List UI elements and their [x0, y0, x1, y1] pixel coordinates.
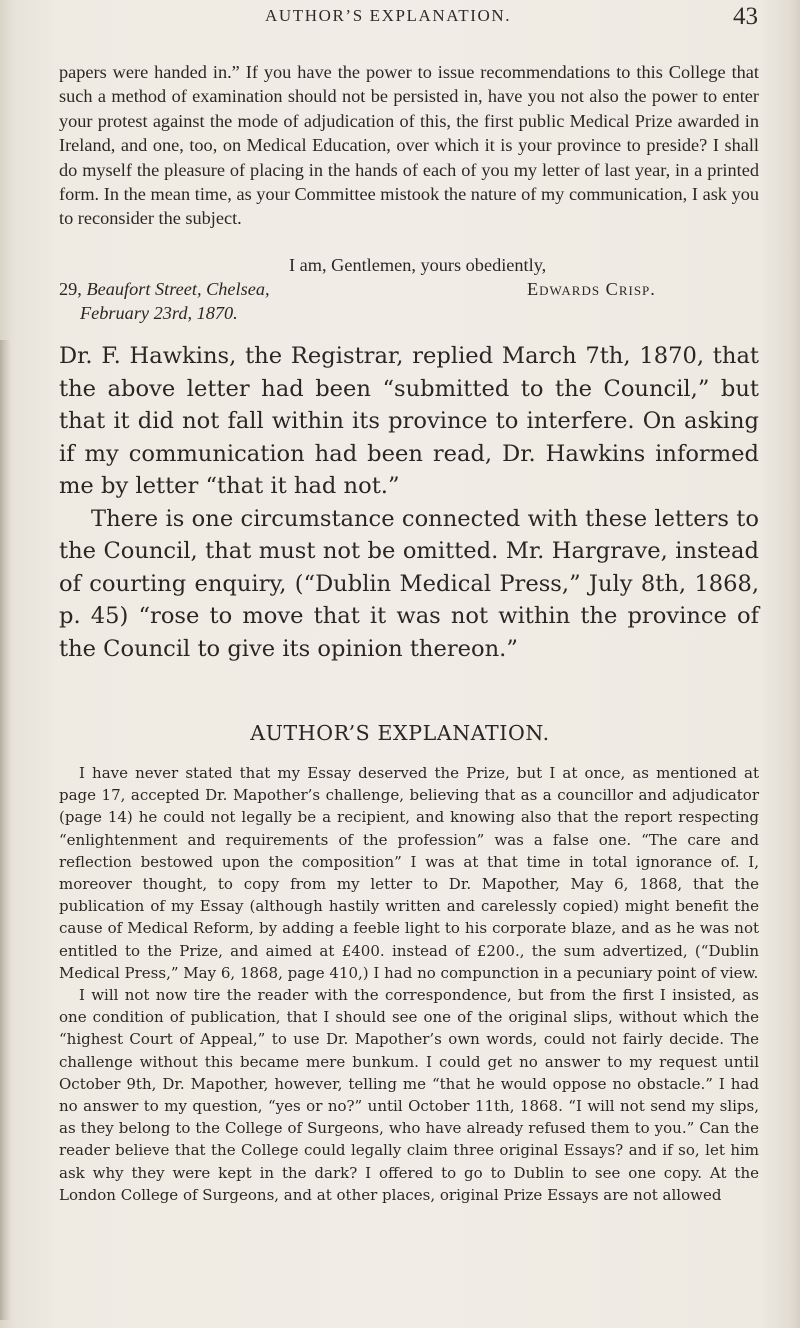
letter-signoff: I am, Gentlemen, yours obediently,	[289, 255, 547, 275]
letter-address	[59, 279, 270, 300]
section-heading: AUTHOR’S EXPLANATION.	[250, 721, 550, 745]
page-binding-shadow	[0, 340, 10, 1320]
explanation-text	[59, 762, 759, 1206]
quoted-letter	[59, 60, 759, 231]
narrative-paragraph: There is one circumstance connected with these letters to the Council, that must not be omitted. Mr. Hargrave, instead of courting enquiry, (“Dublin Medical Press,” July 8th, 1868, p. 45) “rose to move that it was not within the province of the Council to give its opinion thereon.”	[59, 505, 759, 662]
letter-closing	[59, 255, 759, 325]
letter-date: February 23rd, 1870.	[80, 303, 238, 323]
narrative-paragraph: Dr. F. Hawkins, the Registrar, replied March 7th, 1870, that the above letter had been “submitted to the Council,” but that it did not fall within its province to interfere. On asking if my communication had been read, Dr. Hawkins informed me by letter “that it had not.”	[59, 343, 759, 499]
running-head-title: AUTHOR’S EXPLANATION.	[265, 6, 512, 25]
running-head	[0, 3, 800, 36]
address-number: 29,	[59, 279, 82, 299]
explanation-paragraph: I will not now tire the reader with the correspondence, but from the first I insisted, as one condition of publication, that I should see one of the original slips, without which the “highest Court of Appeal,” to use Dr. Mapother’s own words, could not fairly decide. The challenge without this became mere bunkum. I could get no answer to my request until October 9th, Dr. Mapother, however, telling me “that he would oppose no obstacle.” I had no answer to my question, “yes or no?” until October 11th, 1868. “I will not send my slips, as they belong to the College of Surgeons, who have already refused them to you.” Can the reader believe that the College could legally claim three original Essays? and if so, let him ask why they were kept in the dark? I offered to go to Dublin to see one copy. At the London College of Surgeons, and at other places, original Prize Essays are not allowed	[59, 986, 759, 1204]
narrative-text	[59, 340, 759, 665]
page-number: 43	[733, 3, 758, 30]
letter-body: papers were handed in.” If you have the power to issue recommendations to this College that such a method of examination should not be persisted in, have you not also the power to enter your protest against the mode of adjudication of this, the first public Medical Prize awarded in Ireland, and one, too, on Medical Education, over which it is your province to preside? I shall do myself the pleasure of placing in the hands of each of you my letter of last year, in a printed form. In the mean time, as your Committee mistook the nature of my communication, I ask you to reconsider the subject.	[59, 62, 759, 229]
address-street: Beaufort Street, Chelsea,	[86, 279, 270, 299]
letter-signature: Edwards Crisp.	[527, 279, 656, 299]
explanation-paragraph: I have never stated that my Essay deserved the Prize, but I at once, as mentioned at page 17, accepted Dr. Mapother’s challenge, believing that as a councillor and adjudicator (page 14) he could not legally be a recipient, and knowing also that the report respecting “enlightenment and requirements of the profession” was a false one. “The care and reflection bestowed upon the composition” I was at that time in total ignorance of. I, moreover thought, to copy from my letter to Dr. Mapother, May 6, 1868, that the publication of my Essay (although hastily written and carelessly copied) might benefit the cause of Medical Reform, by adding a feeble light to his corporate blaze, and as he was not entitled to the Prize, and aimed at £400. instead of £200., the sum advertized, (“Dublin Medical Press,” May 6, 1868, page 410,) I had no compunction in a pecuniary point of view.	[59, 764, 759, 982]
